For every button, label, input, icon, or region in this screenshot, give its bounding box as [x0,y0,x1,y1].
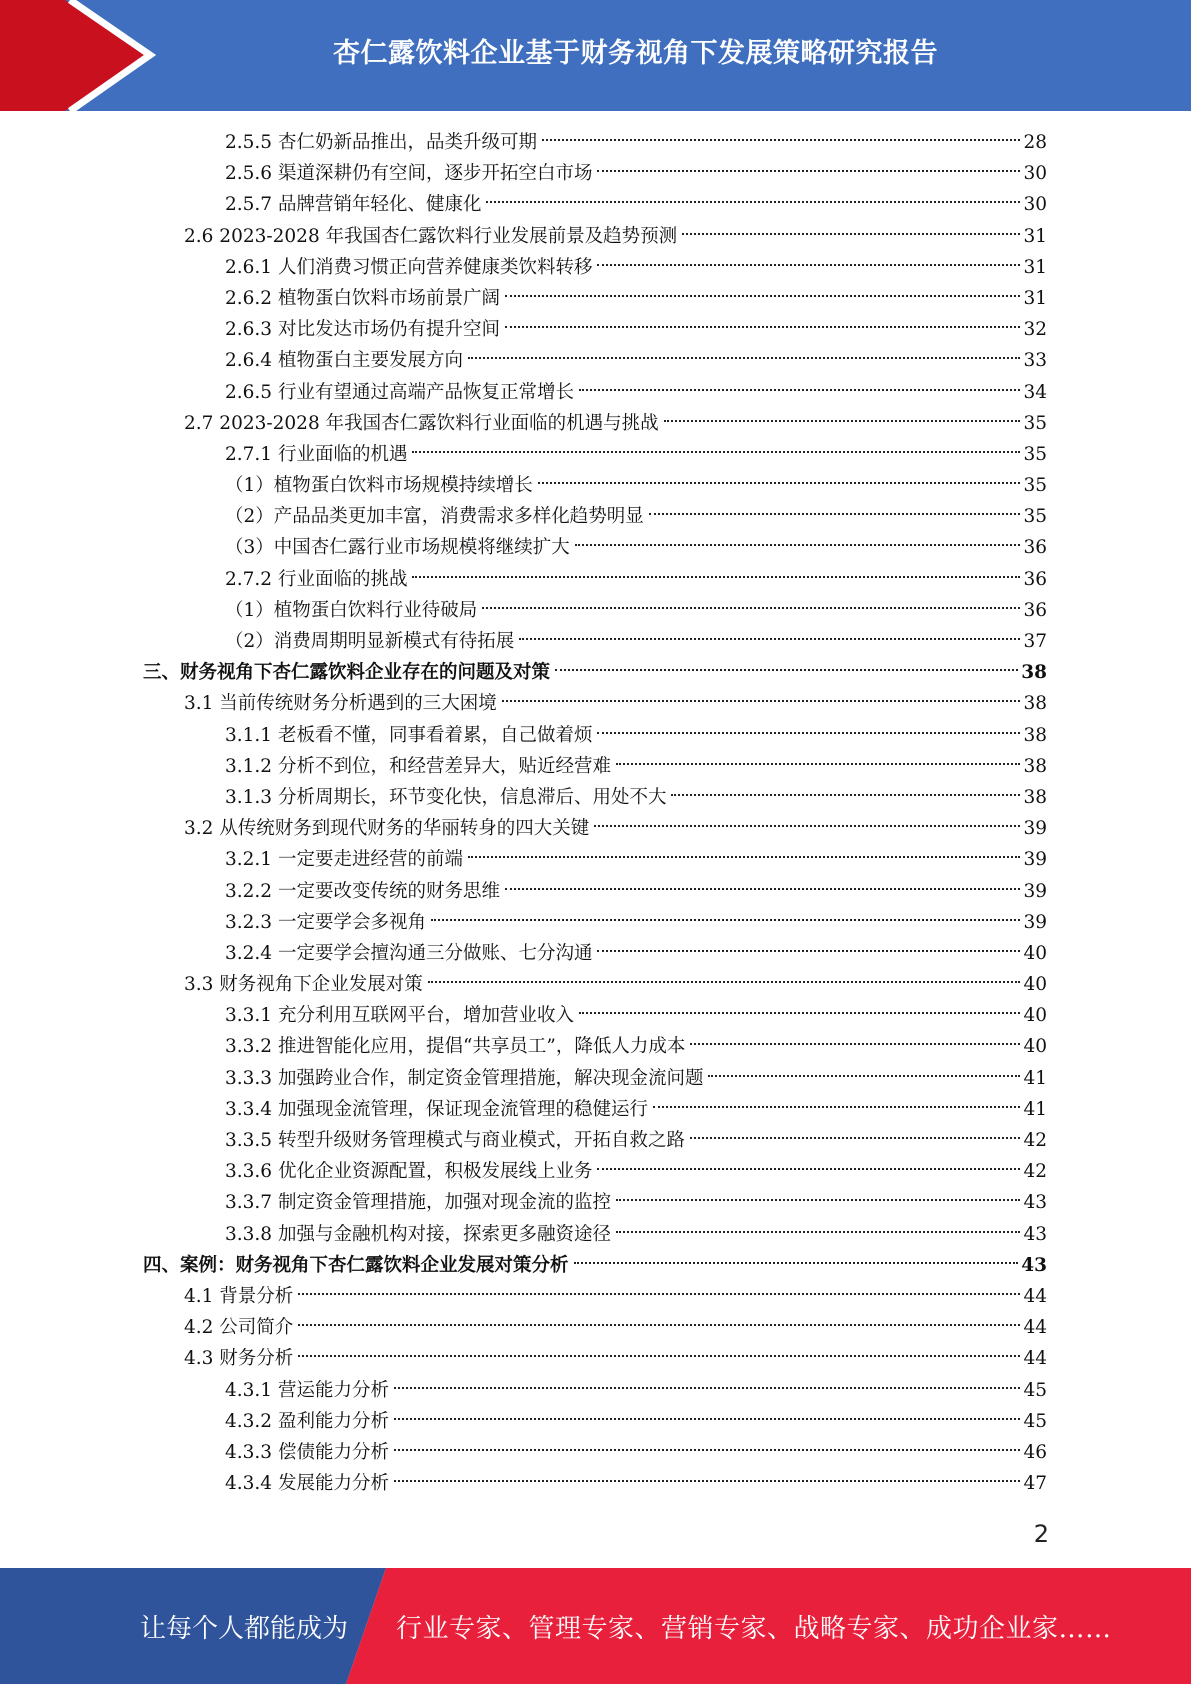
toc-entry[interactable] [225,595,1047,626]
toc-entry-page: 41 [1023,1067,1047,1089]
toc-entry-page: 43 [1023,1223,1047,1245]
toc-dot-leader [412,576,1020,578]
toc-entry-label: 4.3.2 盈利能力分析 [225,1410,389,1432]
toc-entry-label: 3.1.2 分析不到位，和经营差异大，贴近经营难 [225,755,611,777]
toc-dot-leader [579,389,1020,391]
toc-dot-leader [575,544,1021,546]
toc-entry-page: 39 [1023,849,1047,871]
toc-entry-page: 44 [1023,1285,1047,1307]
toc-dot-leader [616,1231,1020,1233]
toc-entry[interactable] [225,439,1047,470]
toc-dot-leader [298,1324,1020,1326]
toc-entry-label: 2.7.1 行业面临的机遇 [225,443,408,465]
toc-entry-label: 4.3.3 偿债能力分析 [225,1441,389,1463]
toc-entry-page: 46 [1023,1441,1047,1463]
toc-entry-page: 35 [1023,506,1047,528]
toc-dot-leader [519,638,1020,640]
toc-entry-label: 4.2 公司简介 [184,1317,294,1339]
toc-entry-label: 2.6.3 对比发达市场仍有提升空间 [225,319,500,341]
toc-entry[interactable] [225,782,1047,813]
toc-entry[interactable] [184,1343,1047,1374]
toc-dot-leader [664,420,1021,422]
toc-dot-leader [505,295,1020,297]
toc-entry[interactable] [225,1000,1047,1031]
toc-entry-label: 2.7.2 行业面临的挑战 [225,568,408,590]
toc-entry[interactable] [143,1250,1047,1281]
toc-entry-label: 2.6.1 人们消费习惯正向营养健康类饮料转移 [225,256,593,278]
toc-entry-label: （2）产品品类更加丰富，消费需求多样化趋势明显 [225,506,644,528]
toc-entry-label: 2.5.5 杏仁奶新品推出，品类升级可期 [225,132,537,153]
toc-dot-leader [394,1480,1020,1482]
toc-dot-leader [597,1168,1020,1170]
toc-entry[interactable] [225,1468,1047,1499]
toc-entry[interactable] [225,1063,1047,1094]
toc-entry-label: 三、财务视角下杏仁露饮料企业存在的问题及对策 [143,662,551,684]
toc-entry-label: （1）植物蛋白饮料市场规模持续增长 [225,475,533,497]
toc-dot-leader [671,794,1020,796]
toc-dot-leader [538,482,1021,484]
toc-entry-page: 43 [1021,1254,1047,1276]
toc-entry[interactable] [225,501,1047,532]
toc-dot-leader [597,732,1020,734]
toc-entry[interactable] [225,345,1047,376]
toc-entry[interactable] [225,1437,1047,1468]
toc-entry-label: 3.3.1 充分利用互联网平台，增加营业收入 [225,1005,574,1027]
toc-entry-page: 40 [1023,942,1047,964]
toc-entry[interactable] [225,907,1047,938]
toc-entry-label: 2.6.4 植物蛋白主要发展方向 [225,350,463,372]
toc-entry-page: 45 [1023,1410,1047,1432]
toc-dot-leader [505,326,1020,328]
toc-dot-leader [486,201,1020,203]
toc-entry-page: 39 [1023,818,1047,840]
toc-dot-leader [579,1012,1020,1014]
toc-entry-page: 40 [1023,1036,1047,1058]
toc-entry-page: 42 [1023,1130,1047,1151]
page-number: 2 [1033,1520,1049,1548]
toc-entry-page: 44 [1023,1317,1047,1339]
toc-entry[interactable] [225,844,1047,875]
toc-entry-page: 34 [1023,381,1047,403]
toc-entry-page: 42 [1023,1161,1047,1183]
toc-dot-leader [431,919,1020,921]
toc-entry-page: 36 [1023,599,1047,621]
toc-entry-page: 32 [1023,319,1047,341]
toc-entry-page: 44 [1023,1348,1047,1370]
toc-dot-leader [298,1355,1020,1357]
toc-dot-leader [394,1449,1020,1451]
page-header [0,0,1191,111]
toc-entry[interactable] [225,938,1047,969]
toc-entry[interactable] [184,813,1047,844]
toc-entry-page: 38 [1023,724,1047,746]
toc-entry-page: 35 [1023,475,1047,497]
toc-entry-label: （3）中国杏仁露行业市场规模将继续扩大 [225,537,570,559]
toc-entry-page: 43 [1023,1192,1047,1214]
toc-dot-leader [708,1075,1020,1077]
toc-dot-leader [616,763,1020,765]
toc-entry-label: 2.5.7 品牌营销年轻化、健康化 [225,194,482,216]
toc-dot-leader [468,856,1020,858]
toc-entry[interactable] [225,626,1047,657]
toc-entry-page: 38 [1021,662,1047,684]
toc-entry-page: 36 [1023,568,1047,590]
toc-entry-label: 3.1.3 分析周期长，环节变化快，信息滞后、用处不大 [225,786,667,808]
toc-entry[interactable] [225,377,1047,408]
toc-dot-leader [574,1262,1019,1264]
toc-entry-label: 3.1 当前传统财务分析遇到的三大困境 [184,693,497,715]
toc-entry-page: 38 [1023,786,1047,808]
toc-entry-label: 4.3.4 发展能力分析 [225,1473,389,1495]
toc-entry-page: 37 [1023,631,1047,652]
toc-entry[interactable] [225,252,1047,283]
toc-entry-label: 3.2.2 一定要改变传统的财务思维 [225,880,500,902]
toc-entry[interactable] [225,564,1047,595]
toc-entry[interactable] [225,1094,1047,1125]
toc-entry-page: 35 [1023,443,1047,465]
toc-dot-leader [542,139,1020,141]
page-footer [0,1568,1191,1684]
toc-entry-label: 3.3.6 优化企业资源配置，积极发展线上业务 [225,1161,593,1183]
toc-entry[interactable] [225,1031,1047,1062]
toc-dot-leader [594,825,1020,827]
toc-entry-label: 4.1 背景分析 [184,1285,294,1307]
toc-entry-label: 3.3.3 加强跨业合作，制定资金管理措施，解决现金流问题 [225,1067,704,1089]
toc-entry-label: 3.1.1 老板看不懂，同事看着累，自己做着烦 [225,724,593,746]
toc-dot-leader [482,607,1020,609]
toc-entry-label: 2.6.2 植物蛋白饮料市场前景广阔 [225,287,500,309]
table-of-contents [0,127,1191,1499]
toc-entry-page: 40 [1023,974,1047,996]
toc-entry-page: 39 [1023,911,1047,933]
toc-dot-leader [597,170,1020,172]
toc-entry[interactable] [225,189,1047,220]
toc-dot-leader [653,1106,1020,1108]
toc-dot-leader [505,888,1020,890]
toc-dot-leader [597,950,1020,952]
toc-entry[interactable] [225,1125,1047,1156]
document-title: 杏仁露饮料企业基于财务视角下发展策略研究报告 [333,37,938,69]
toc-entry[interactable] [225,1187,1047,1218]
toc-dot-leader [468,357,1020,359]
toc-dot-leader [412,451,1020,453]
toc-dot-leader [649,513,1021,515]
toc-entry-page: 40 [1023,1005,1047,1027]
toc-entry-label: 2.7 2023-2028 年我国杏仁露饮料行业面临的机遇与挑战 [184,412,659,434]
toc-dot-leader [690,1043,1020,1045]
toc-dot-leader [555,669,1018,671]
toc-entry[interactable] [225,1406,1047,1437]
toc-entry-page: 38 [1023,755,1047,777]
toc-entry[interactable] [184,408,1047,439]
toc-entry[interactable] [225,314,1047,345]
toc-entry[interactable] [184,688,1047,719]
toc-entry-page: 47 [1023,1473,1047,1495]
toc-entry-label: 3.3.4 加强现金流管理，保证现金流管理的稳健运行 [225,1098,648,1120]
toc-entry-label: 2.6 2023-2028 年我国杏仁露饮料行业发展前景及趋势预测 [184,225,678,247]
toc-entry-page: 31 [1023,225,1047,247]
toc-dot-leader [428,981,1021,983]
toc-entry[interactable] [184,969,1047,1000]
toc-entry-page: 33 [1023,350,1047,372]
toc-entry-page: 38 [1023,693,1047,715]
toc-entry[interactable] [184,1281,1047,1312]
toc-dot-leader [597,264,1020,266]
toc-entry-label: 3.3.2 推进智能化应用，提倡“共享员工”，降低人力成本 [225,1036,686,1058]
toc-entry[interactable] [225,127,1047,158]
toc-entry-page: 31 [1023,287,1047,309]
toc-entry-label: 3.3.7 制定资金管理措施，加强对现金流的监控 [225,1192,611,1214]
toc-entry[interactable] [184,221,1047,252]
toc-entry[interactable] [225,751,1047,782]
toc-dot-leader [298,1293,1020,1295]
toc-entry-label: （1）植物蛋白饮料行业待破局 [225,599,478,621]
toc-entry-label: （2）消费周期明显新模式有待拓展 [225,631,515,652]
toc-entry-page: 36 [1023,537,1047,559]
toc-entry-page: 35 [1023,412,1047,434]
toc-entry[interactable] [225,876,1047,907]
toc-dot-leader [502,700,1021,702]
toc-entry-page: 30 [1023,194,1047,216]
toc-dot-leader [394,1418,1020,1420]
toc-entry-label: 3.2.4 一定要学会擅沟通三分做账、七分沟通 [225,942,593,964]
toc-entry-page: 31 [1023,256,1047,278]
toc-entry-label: 4.3 财务分析 [184,1348,294,1370]
footer-slogan-right: 行业专家、管理专家、营销专家、战略专家、成功企业家…… [396,1613,1112,1644]
toc-entry-label: 3.3 财务视角下企业发展对策 [184,974,423,996]
toc-dot-leader [690,1137,1020,1139]
toc-entry[interactable] [225,532,1047,563]
toc-entry-label: 四、案例：财务视角下杏仁露饮料企业发展对策分析 [143,1254,569,1276]
toc-dot-leader [394,1387,1020,1389]
toc-entry-page: 28 [1023,132,1047,153]
toc-entry[interactable] [225,283,1047,314]
toc-entry[interactable] [143,657,1047,688]
toc-entry[interactable] [225,470,1047,501]
toc-entry-label: 3.3.8 加强与金融机构对接，探索更多融资途径 [225,1223,611,1245]
toc-dot-leader [682,233,1020,235]
toc-dot-leader [616,1199,1020,1201]
toc-entry[interactable] [225,720,1047,751]
toc-entry-label: 3.2 从传统财务到现代财务的华丽转身的四大关键 [184,818,590,840]
toc-entry-page: 30 [1023,163,1047,185]
toc-entry-label: 2.5.6 渠道深耕仍有空间，逐步开拓空白市场 [225,163,593,185]
toc-entry[interactable] [225,1156,1047,1187]
toc-entry-label: 3.2.3 一定要学会多视角 [225,911,426,933]
toc-entry-label: 3.2.1 一定要走进经营的前端 [225,849,463,871]
toc-entry[interactable] [225,1375,1047,1406]
toc-entry[interactable] [184,1312,1047,1343]
toc-entry[interactable] [225,158,1047,189]
toc-entry-label: 2.6.5 行业有望通过高端产品恢复正常增长 [225,381,574,403]
toc-entry-label: 3.3.5 转型升级财务管理模式与商业模式，开拓自救之路 [225,1130,685,1151]
toc-entry-page: 39 [1023,880,1047,902]
toc-entry[interactable] [225,1219,1047,1250]
toc-entry-label: 4.3.1 营运能力分析 [225,1379,389,1401]
toc-entry-page: 41 [1023,1098,1047,1120]
toc-entry-page: 45 [1023,1379,1047,1401]
footer-slogan-left: 让每个人都能成为 [140,1613,349,1644]
